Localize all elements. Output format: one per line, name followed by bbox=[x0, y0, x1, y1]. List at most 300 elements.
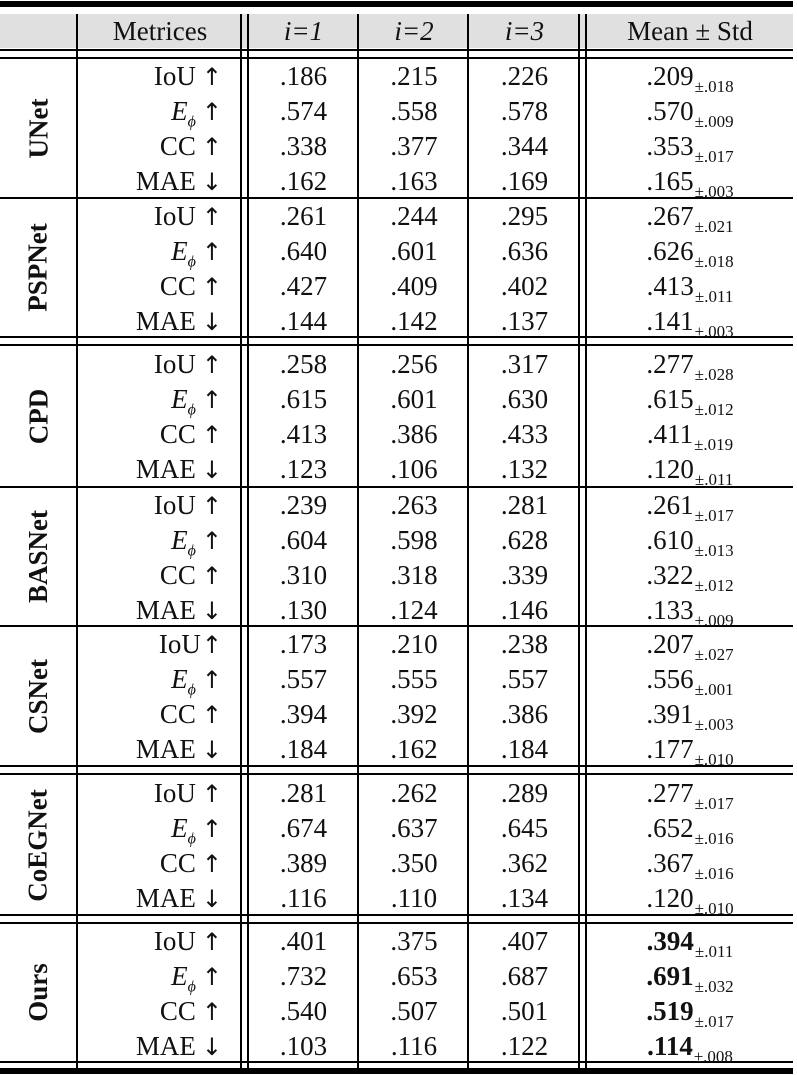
cell-i2: .263 bbox=[390, 490, 438, 520]
metric-label: IoU bbox=[153, 926, 196, 956]
arrow-up-icon: ↑ bbox=[201, 492, 222, 520]
cell-i1: .261 bbox=[279, 201, 328, 231]
cell-i1: .615 bbox=[279, 384, 328, 414]
cell-i3: .122 bbox=[500, 1031, 549, 1061]
mean-value: .267 bbox=[646, 201, 694, 231]
mean-value-best: .519 bbox=[646, 996, 694, 1026]
cell-mean-std bbox=[587, 523, 793, 558]
mean-value: .133 bbox=[646, 595, 694, 625]
mean-value: .610 bbox=[646, 525, 694, 555]
mean-value: .413 bbox=[646, 271, 694, 301]
table-row bbox=[0, 697, 793, 732]
cell-i2: .507 bbox=[390, 996, 438, 1026]
metric-label: MAE bbox=[135, 1031, 196, 1061]
header-mean-std: Mean ± Std bbox=[627, 16, 753, 46]
mean-value: .141 bbox=[646, 306, 694, 336]
group-name: UNet bbox=[22, 98, 53, 158]
cell-i2: .350 bbox=[390, 848, 438, 878]
std-value: ±.016 bbox=[694, 829, 734, 848]
cell-i3: .402 bbox=[500, 271, 549, 301]
header-i1 bbox=[249, 14, 358, 48]
metric-label-e-phi: $E_\phi$ bbox=[171, 664, 196, 699]
cell-mean-std bbox=[587, 164, 793, 199]
table-row bbox=[0, 234, 793, 269]
arrow-up-icon: ↑ bbox=[201, 133, 222, 161]
cell-mean-std bbox=[587, 488, 793, 523]
cell-i2: .318 bbox=[390, 560, 438, 590]
arrow-down-icon: ↓ bbox=[201, 736, 222, 764]
mean-value: .120 bbox=[646, 883, 694, 913]
mean-value: .367 bbox=[646, 848, 694, 878]
metric-label-e-phi: $E_\phi$ bbox=[171, 384, 196, 419]
cell-i1: .186 bbox=[279, 61, 328, 91]
cell-i1: .574 bbox=[279, 96, 328, 126]
metric-label: CC bbox=[159, 131, 196, 161]
cell-i1: .258 bbox=[279, 349, 328, 379]
cell-i3: .146 bbox=[500, 595, 549, 625]
cell-i1: .640 bbox=[279, 236, 328, 266]
cell-i3: .134 bbox=[500, 883, 549, 913]
arrow-up-icon: ↑ bbox=[201, 421, 222, 449]
cell-i1: .130 bbox=[279, 595, 328, 625]
metric-label-e-phi: $E_\phi$ bbox=[171, 961, 196, 996]
std-value: ±.009 bbox=[694, 611, 734, 630]
metric-cell bbox=[80, 417, 222, 452]
cell-mean-std bbox=[587, 382, 793, 417]
cell-i1: .184 bbox=[279, 734, 328, 764]
cell-i3: .238 bbox=[500, 629, 549, 659]
cell-i3: .407 bbox=[500, 926, 549, 956]
arrow-up-icon: ↑ bbox=[201, 238, 222, 266]
cell-i3: .645 bbox=[500, 813, 549, 843]
cell-i2: .601 bbox=[390, 236, 438, 266]
arrow-down-icon: ↓ bbox=[201, 308, 222, 336]
mean-value: .626 bbox=[646, 236, 694, 266]
table-row bbox=[0, 881, 793, 916]
arrow-up-icon: ↑ bbox=[201, 63, 222, 91]
cell-i3: .295 bbox=[500, 201, 549, 231]
metric-label-e-phi: $E_\phi$ bbox=[171, 525, 196, 560]
std-value: ±.011 bbox=[694, 942, 734, 961]
std-value: ±.003 bbox=[694, 715, 734, 734]
cell-i1: .239 bbox=[279, 490, 328, 520]
cell-i2: .409 bbox=[390, 271, 438, 301]
metric-cell bbox=[80, 382, 222, 417]
mean-value: .277 bbox=[646, 349, 694, 379]
group-name: CoEGNet bbox=[23, 788, 54, 902]
table-row bbox=[0, 776, 793, 811]
mean-value: .353 bbox=[646, 131, 694, 161]
std-value: ±.011 bbox=[694, 470, 734, 489]
header-i3 bbox=[470, 14, 579, 48]
mean-value-best: .114 bbox=[647, 1031, 693, 1061]
metric-cell bbox=[80, 199, 222, 234]
arrow-up-icon: ↑ bbox=[201, 701, 222, 729]
std-value: ±.011 bbox=[694, 287, 734, 306]
metric-label: IoU bbox=[153, 778, 196, 808]
std-value: ±.009 bbox=[694, 112, 734, 131]
cell-i1: .413 bbox=[279, 419, 328, 449]
mean-value: .615 bbox=[646, 384, 694, 414]
sep-csnet-coegnet-2 bbox=[0, 773, 793, 775]
std-value: ±.017 bbox=[694, 794, 734, 813]
metric-cell bbox=[80, 94, 222, 129]
cell-mean-std bbox=[587, 59, 793, 94]
table-row bbox=[0, 94, 793, 129]
cell-mean-std bbox=[587, 199, 793, 234]
table-row bbox=[0, 129, 793, 164]
metric-label: MAE bbox=[135, 454, 196, 484]
cell-i2: .598 bbox=[390, 525, 438, 555]
cell-i1: .144 bbox=[279, 306, 328, 336]
std-value: ±.013 bbox=[694, 541, 734, 560]
cell-i2: .377 bbox=[390, 131, 438, 161]
table-row bbox=[0, 347, 793, 382]
cell-i3: .630 bbox=[500, 384, 549, 414]
mean-value: .570 bbox=[646, 96, 694, 126]
table-row bbox=[0, 846, 793, 881]
metric-cell bbox=[80, 924, 222, 959]
cell-i1: .389 bbox=[279, 848, 328, 878]
table-row bbox=[0, 164, 793, 199]
cell-i3: .226 bbox=[500, 61, 549, 91]
std-value: ±.008 bbox=[693, 1047, 733, 1066]
cell-i3: .184 bbox=[500, 734, 549, 764]
table-row bbox=[0, 593, 793, 628]
metric-cell bbox=[80, 59, 222, 94]
std-value: ±.012 bbox=[694, 400, 734, 419]
arrow-down-icon: ↓ bbox=[201, 456, 222, 484]
cell-i3: .169 bbox=[500, 166, 549, 196]
metric-label: MAE bbox=[135, 166, 196, 196]
arrow-up-icon: ↑ bbox=[201, 273, 222, 301]
cell-i1: .540 bbox=[279, 996, 328, 1026]
metric-cell bbox=[80, 627, 222, 662]
metric-label: IoU bbox=[153, 61, 196, 91]
arrow-up-icon: ↑ bbox=[201, 386, 222, 414]
arrow-up-icon: ↑ bbox=[201, 351, 222, 379]
std-value: ±.019 bbox=[694, 435, 734, 454]
cell-mean-std bbox=[587, 94, 793, 129]
cell-i3: .137 bbox=[500, 306, 549, 336]
arrow-up-icon: ↑ bbox=[201, 928, 222, 956]
metric-label-e-phi: $E_\phi$ bbox=[171, 96, 196, 131]
header-i3-label: i=3 bbox=[504, 16, 545, 46]
std-value: ±.017 bbox=[694, 1012, 734, 1031]
std-value: ±.018 bbox=[694, 252, 734, 271]
cell-mean-std bbox=[587, 347, 793, 382]
metric-cell bbox=[80, 558, 222, 593]
mean-value-best: .394 bbox=[646, 926, 694, 956]
cell-i2: .215 bbox=[390, 61, 438, 91]
table-row bbox=[0, 488, 793, 523]
metric-cell bbox=[80, 881, 222, 916]
cell-i3: .557 bbox=[500, 664, 549, 694]
cell-i2: .555 bbox=[390, 664, 438, 694]
table-row bbox=[0, 523, 793, 558]
cell-mean-std bbox=[587, 846, 793, 881]
cell-mean-std bbox=[587, 1029, 793, 1064]
cell-mean-std bbox=[587, 558, 793, 593]
cell-i3: .339 bbox=[500, 560, 549, 590]
mean-value: .177 bbox=[646, 734, 694, 764]
mean-value: .277 bbox=[646, 778, 694, 808]
metric-label: MAE bbox=[135, 595, 196, 625]
group-name: PSPNet bbox=[23, 223, 54, 312]
cell-i3: .132 bbox=[500, 454, 549, 484]
metric-cell bbox=[80, 523, 222, 558]
cell-i1: .116 bbox=[280, 883, 327, 913]
std-value: ±.027 bbox=[694, 645, 734, 664]
group-basnet bbox=[0, 488, 793, 630]
table-row bbox=[0, 959, 793, 994]
std-value: ±.032 bbox=[694, 977, 734, 996]
arrow-up-icon: ↑ bbox=[201, 998, 222, 1026]
cell-i1: .394 bbox=[279, 699, 328, 729]
cell-mean-std bbox=[587, 417, 793, 452]
table-row bbox=[0, 452, 793, 487]
std-value: ±.001 bbox=[694, 680, 734, 699]
table-row bbox=[0, 732, 793, 767]
metric-cell bbox=[80, 776, 222, 811]
top-rule bbox=[0, 1, 793, 7]
metric-cell bbox=[80, 846, 222, 881]
group-pspnet bbox=[0, 199, 793, 341]
cell-mean-std bbox=[587, 627, 793, 662]
mean-value: .209 bbox=[646, 61, 694, 91]
cell-mean-std bbox=[587, 732, 793, 767]
cell-i2: .601 bbox=[390, 384, 438, 414]
metric-label: IoU bbox=[153, 349, 196, 379]
table-row bbox=[0, 627, 793, 662]
metric-cell bbox=[80, 164, 222, 199]
cell-i3: .281 bbox=[500, 490, 549, 520]
metric-cell bbox=[80, 488, 222, 523]
header-rule-1 bbox=[0, 49, 793, 51]
std-value: ±.003 bbox=[694, 182, 734, 201]
metric-cell bbox=[80, 811, 222, 846]
metric-label: CC bbox=[159, 699, 196, 729]
arrow-up-icon: ↑ bbox=[201, 98, 222, 126]
mean-value: .120 bbox=[646, 454, 694, 484]
arrow-up-icon: ↑ bbox=[201, 562, 222, 590]
cell-i1: .103 bbox=[279, 1031, 328, 1061]
cell-i2: .392 bbox=[390, 699, 438, 729]
metric-cell bbox=[80, 347, 222, 382]
std-value: ±.016 bbox=[694, 864, 734, 883]
metric-label: MAE bbox=[135, 734, 196, 764]
table-row bbox=[0, 1029, 793, 1064]
table-row bbox=[0, 269, 793, 304]
metric-label-e-phi: $E_\phi$ bbox=[171, 813, 196, 848]
header-i2 bbox=[360, 14, 468, 48]
cell-i3: .344 bbox=[500, 131, 549, 161]
cell-i3: .578 bbox=[500, 96, 549, 126]
table-row bbox=[0, 662, 793, 697]
cell-i2: .106 bbox=[390, 454, 438, 484]
cell-i1: .557 bbox=[279, 664, 328, 694]
group-name: Ours bbox=[22, 963, 53, 1022]
cell-i2: .142 bbox=[390, 306, 438, 336]
cell-i1: .427 bbox=[279, 271, 328, 301]
metric-cell bbox=[80, 129, 222, 164]
cell-i1: .732 bbox=[279, 961, 328, 991]
group-cpd bbox=[0, 347, 793, 489]
metric-cell bbox=[80, 269, 222, 304]
cell-i1: .310 bbox=[279, 560, 328, 590]
cell-i3: .687 bbox=[500, 961, 549, 991]
mean-value: .261 bbox=[646, 490, 694, 520]
std-value: ±.018 bbox=[694, 77, 734, 96]
metric-label: CC bbox=[159, 560, 196, 590]
cell-mean-std bbox=[587, 304, 793, 339]
cell-i1: .401 bbox=[279, 926, 328, 956]
cell-i2: .375 bbox=[390, 926, 438, 956]
cell-mean-std bbox=[587, 662, 793, 697]
group-unet bbox=[0, 59, 793, 201]
cell-i2: .163 bbox=[390, 166, 438, 196]
cell-i2: .653 bbox=[390, 961, 438, 991]
std-value: ±.010 bbox=[694, 899, 734, 918]
cell-i1: .281 bbox=[279, 778, 328, 808]
cell-i3: .317 bbox=[500, 349, 549, 379]
metric-cell bbox=[80, 994, 222, 1029]
arrow-up-icon: ↑ bbox=[201, 527, 222, 555]
std-value: ±.028 bbox=[694, 365, 734, 384]
cell-i3: .628 bbox=[500, 525, 549, 555]
cell-mean-std bbox=[587, 924, 793, 959]
cell-i2: .116 bbox=[390, 1031, 438, 1061]
arrow-down-icon: ↓ bbox=[201, 168, 222, 196]
bottom-rule-thick bbox=[0, 1068, 793, 1074]
table-row bbox=[0, 382, 793, 417]
group-name: CSNet bbox=[23, 658, 53, 734]
cell-i1: .338 bbox=[279, 131, 328, 161]
metric-label: MAE bbox=[135, 883, 196, 913]
sep-pspnet-cpd-2 bbox=[0, 344, 793, 346]
arrow-up-icon: ↑ bbox=[201, 850, 222, 878]
metric-cell bbox=[80, 234, 222, 269]
cell-i3: .636 bbox=[500, 236, 549, 266]
arrow-up-icon: ↑ bbox=[201, 631, 222, 659]
mean-value: .556 bbox=[646, 664, 694, 694]
cell-i1: .173 bbox=[279, 629, 328, 659]
table-row bbox=[0, 558, 793, 593]
metric-label: IoU bbox=[153, 490, 196, 520]
table-row bbox=[0, 59, 793, 94]
cell-i3: .386 bbox=[500, 699, 549, 729]
group-name: CPD bbox=[23, 388, 53, 445]
arrow-down-icon: ↓ bbox=[201, 885, 222, 913]
cell-i2: .110 bbox=[390, 883, 438, 913]
cell-mean-std bbox=[587, 593, 793, 628]
cell-i3: .362 bbox=[500, 848, 549, 878]
std-value: ±.010 bbox=[694, 750, 734, 769]
mean-value: .165 bbox=[646, 166, 694, 196]
cell-mean-std bbox=[587, 994, 793, 1029]
cell-i1: .674 bbox=[279, 813, 328, 843]
table-row bbox=[0, 994, 793, 1029]
metric-label: MAE bbox=[135, 306, 196, 336]
metric-label: CC bbox=[159, 848, 196, 878]
header-i2-label: i=2 bbox=[394, 16, 434, 46]
metric-cell bbox=[80, 1029, 222, 1064]
std-value: ±.021 bbox=[694, 217, 734, 236]
metric-cell bbox=[80, 593, 222, 628]
arrow-up-icon: ↑ bbox=[201, 963, 222, 991]
metric-label-e-phi: $E_\phi$ bbox=[171, 236, 196, 271]
cell-i3: .289 bbox=[500, 778, 549, 808]
group-ours bbox=[0, 924, 793, 1066]
group-csnet bbox=[0, 627, 793, 769]
std-value: ±.017 bbox=[694, 506, 734, 525]
cell-i1: .123 bbox=[279, 454, 328, 484]
group-name: BASNet bbox=[23, 510, 53, 603]
std-value: ±.017 bbox=[694, 147, 734, 166]
cell-mean-std bbox=[587, 776, 793, 811]
cell-i1: .162 bbox=[279, 166, 328, 196]
header-metrics: Metrices bbox=[112, 16, 208, 46]
metric-cell bbox=[80, 697, 222, 732]
cell-i3: .433 bbox=[500, 419, 549, 449]
cell-i2: .386 bbox=[390, 419, 438, 449]
cell-mean-std bbox=[587, 129, 793, 164]
table-row bbox=[0, 199, 793, 234]
mean-value: .207 bbox=[646, 629, 694, 659]
arrow-up-icon: ↑ bbox=[201, 666, 222, 694]
metric-cell bbox=[80, 959, 222, 994]
cell-i2: .558 bbox=[390, 96, 438, 126]
arrow-up-icon: ↑ bbox=[201, 203, 222, 231]
std-value: ±.012 bbox=[694, 576, 734, 595]
cell-i2: .210 bbox=[390, 629, 438, 659]
metric-label: CC bbox=[159, 271, 196, 301]
cell-i2: .637 bbox=[390, 813, 438, 843]
arrow-down-icon: ↓ bbox=[201, 1033, 222, 1061]
std-value: ±.003 bbox=[694, 322, 734, 341]
cell-mean-std bbox=[587, 452, 793, 487]
table-row bbox=[0, 811, 793, 846]
metric-cell bbox=[80, 732, 222, 767]
mean-value: .411 bbox=[646, 419, 694, 449]
table-row bbox=[0, 304, 793, 339]
cell-mean-std bbox=[587, 269, 793, 304]
cell-i2: .124 bbox=[390, 595, 438, 625]
cell-i2: .262 bbox=[390, 778, 438, 808]
cell-i2: .162 bbox=[390, 734, 438, 764]
cell-mean-std bbox=[587, 811, 793, 846]
arrow-up-icon: ↑ bbox=[201, 815, 222, 843]
cell-i1: .604 bbox=[279, 525, 328, 555]
metric-cell bbox=[80, 304, 222, 339]
cell-mean-std bbox=[587, 697, 793, 732]
group-coegnet bbox=[0, 776, 793, 918]
mean-value: .322 bbox=[646, 560, 694, 590]
metric-label: CC bbox=[159, 996, 196, 1026]
header-i1-label: i=1 bbox=[283, 16, 324, 46]
cell-i3: .501 bbox=[500, 996, 549, 1026]
metric-label: IoU bbox=[153, 201, 196, 231]
cell-mean-std bbox=[587, 959, 793, 994]
cell-mean-std bbox=[587, 881, 793, 916]
mean-value: .652 bbox=[646, 813, 694, 843]
metric-label: IoU bbox=[158, 629, 201, 659]
cell-i2: .244 bbox=[390, 201, 438, 231]
mean-value: .391 bbox=[646, 699, 694, 729]
table-row bbox=[0, 417, 793, 452]
mean-value-best: .691 bbox=[646, 961, 694, 991]
arrow-up-icon: ↑ bbox=[201, 780, 222, 808]
